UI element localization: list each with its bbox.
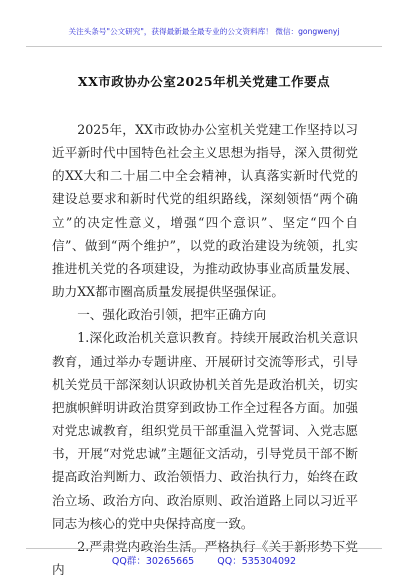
item-paragraph: 1.深化政治机关意识教育。持续开展政治机关意识教育，通过举办专题讲座、开展研讨交流等形式，引导机关党员干部深刻认识政协机关首先是政治机关，切实把旗帜鲜明讲政治贯穿到政协工作全过程各方面。加强对党忠诚教育，组织党员干部重温入党誓词、入党志愿书，开展“对党忠诚”主题征文活动，引导党员干部不断提高政治判断力、政治领悟力、政治执行力，始终在政治立场、政治方向、政治原则、政治道路上同以习近平同志为核心的党中央保持高度一致。 <box>52 330 358 531</box>
section-heading: 一、强化政治引领，把牢正确方向 <box>77 307 267 323</box>
header-divider <box>26 46 382 47</box>
footer-qq-group: QQ群：30265665 <box>111 556 195 567</box>
item-paragraph: 2.严肃党内政治生活。严格执行《关于新形势下党内 <box>52 538 358 577</box>
footer-qq: QQ：535304092 <box>217 556 297 567</box>
header-banner: 关注头条号"公文研究"，获得最新最全最专业的公文资料库！ 微信：gongwenyj <box>68 27 340 36</box>
intro-paragraph: 2025年，XX市政协办公室机关党建工作坚持以习近平新时代中国特色社会主义思想为指导，深入贯彻党的XX大和二十届二中全会精神，认真落实新时代党的建设总要求和新时代党的组织路线，深刻领悟“两个确立”的决定性意义，增强“四个意识”、坚定“四个自信”、做到“两个维护”，以党的政治建设为统领，扎实推进机关党的各项建设，为推动政协事业高质量发展、助力XX都市圈高质量发展提供坚强保证。 <box>52 122 358 300</box>
document-title: XX市政协办公室2025年机关党建工作要点 <box>77 74 331 89</box>
footer <box>0 553 408 567</box>
footer-divider <box>26 548 382 549</box>
document-body <box>52 118 358 581</box>
